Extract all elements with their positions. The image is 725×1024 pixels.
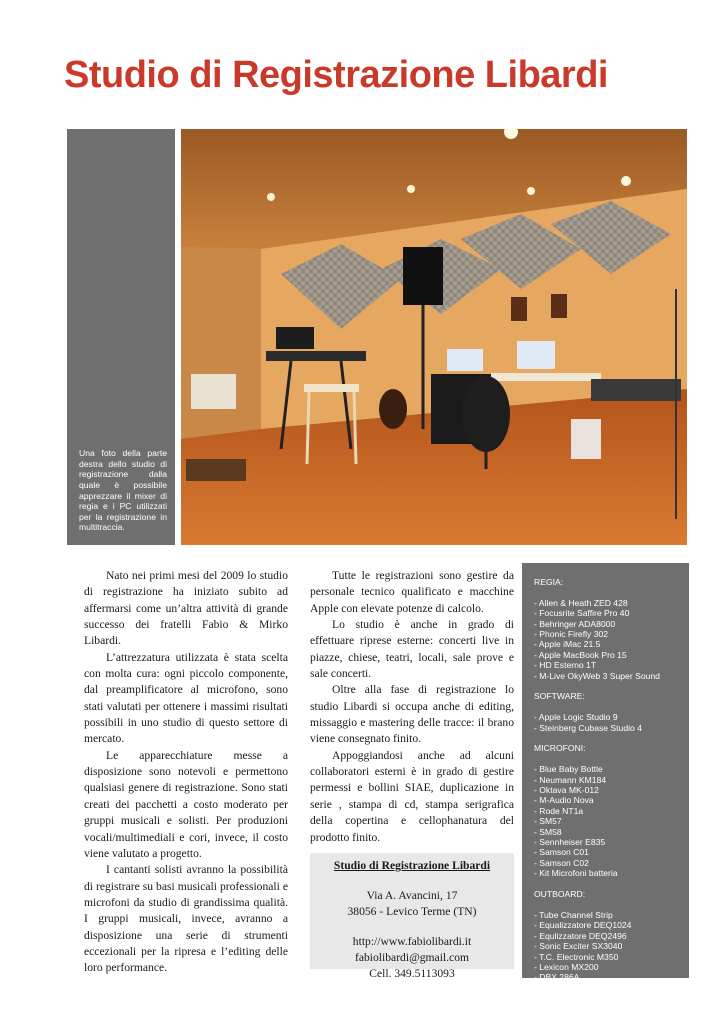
equipment-item: - M-Live OkyWeb 3 Super Sound [534,670,660,681]
equipment-item: - Apple MacBook Pro 15 [534,649,627,660]
equipment-item: - Phonic Firefly 302 [534,629,609,640]
paragraph: Oltre alla fase di registrazione lo studio Libardi si occupa anche di editing, missaggio e mastering delle tracce: il brano viene consegnato finito. [310,683,514,746]
equipment-item: - Focusrite Saffire Pro 40 [534,608,630,619]
equipment-item: - Sonic Exciter SX3040 [534,941,623,952]
contact-website-link[interactable]: http://www.fabiolibardi.it [352,935,472,948]
equipment-item: - Lexicon MX200 [534,961,599,972]
equipment-item: - SM58 [534,826,562,837]
contact-email-link[interactable]: fabiolibardi@gmail.com [354,951,470,964]
article-column-1 [84,568,288,977]
equipment-item: - M-Audio Nova [534,795,594,806]
paragraph: Appoggiandosi anche ad alcuni collaboratori esterni è in grado di gestire permessi e bollini SIAE, duplicazione in serie , stampa di cd, stampa serigrafica della copertina e cellophanatura del prodotto finito. [310,748,514,844]
paragraph: Le apparecchiature messe a disposizione sono notevoli e permettono qualsiasi genere di registrazione. Sono stati creati dei pacchetti a costo moderato per gruppi musicali e solisti. Per produzioni vocali/multimediali e cori, invece, il costo viene valutato a progetto. [84,748,288,860]
article-column-2 [310,568,514,846]
equipment-item: - SM57 [534,816,562,827]
equipment-item: - Tube Channel Strip [534,909,613,920]
equipment-item: - Apple iMac 21.5 [534,639,601,650]
caption-box [67,129,175,545]
equipment-item: - Equalizzatore DEQ1024 [534,920,632,931]
equipment-section-heading: REGIA: [534,577,564,587]
equipment-item: - T.C. Electronic M350 [534,951,619,962]
contact-address-street: Via A. Avancini, 17 [366,889,458,902]
equipment-section-heading: OUTBOARD: [534,889,586,900]
contact-box [310,853,514,980]
equipment-item: - HD Esterno 1T [534,660,597,671]
equipment-sidebar [522,563,689,993]
paragraph: Lo studio è anche in grado di effettuare riprese esterne: concerti live in piazze, chiese, teatri, locali, sale prove e sale concerti. [310,618,514,681]
contact-name: Studio di Registrazione Libardi [333,859,491,872]
page-title: Studio di Registrazione Libardi [64,54,608,96]
equipment-item: - Behringer MDX2600 [534,982,618,993]
paragraph: I cantanti solisti avranno la possibilità di registrare su basi musicali professionali e microfoni da studio di grandissima qualità. I gruppi musicali, invece, avranno a disposizione una serie di strumenti eccezionali per la ripresa e l’editing delle loro performance. [84,863,288,975]
equipment-item: - Neumann KM184 [534,774,607,785]
photo-caption: Una foto della parte destra dello studio di registrazione dalla quale è possibile apprezzare il mixer di regia e i PC utilizzati per la registrazione in multitraccia. [79,448,167,533]
equipment-item: - Oktava MK-012 [534,785,599,796]
equipment-item: - Samson C01 [534,847,589,858]
equipment-section-heading: SOFTWARE: [534,691,585,702]
equipment-section-heading: MICROFONI: [534,743,586,754]
equipment-list [534,577,683,993]
equipment-item: - Sennheiser E835 [534,837,606,848]
equipment-item: - Apple Logic Studio 9 [534,712,618,723]
equipment-item: - Rode NT1a [534,805,584,816]
paragraph: Tutte le registrazioni sono gestire da personale tecnico qualificato e macchine Apple con elevate potenze di calcolo. [310,569,514,615]
equipment-item: - Blue Baby Bottle [534,764,603,775]
contact-phone: Cell. 349.5113093 [369,967,455,980]
equipment-item: - Samson C02 [534,857,589,868]
equipment-item: - Equlizzatore DEQ2496 [534,930,627,941]
equipment-item: - DBX 286A [534,972,580,983]
paragraph: Nato nei primi mesi del 2009 lo studio di registrazione ha iniziato subito ad affermarsi come un’altra attività di grande successo dei fratelli Fabio & Mirko Libardi. [84,569,288,648]
studio-photo [181,129,687,545]
paragraph: L’attrezzatura utilizzata è stata scelta con molta cura: ogni piccolo componente, dal preamplificatore al microfono, sono stati valutati per ottenere i massimi risultati possibili in uno studio di questo settore di mercato. [84,650,288,746]
contact-address-city: 38056 - Levico Terme (TN) [347,905,477,918]
equipment-item: - Behringer ADA8000 [534,618,616,629]
equipment-item: - Allen & Heath ZED 428 [534,597,628,608]
equipment-item: - Kit Microfoni batteria [534,868,618,879]
equipment-item: - Steinberg Cubase Studio 4 [534,722,642,733]
